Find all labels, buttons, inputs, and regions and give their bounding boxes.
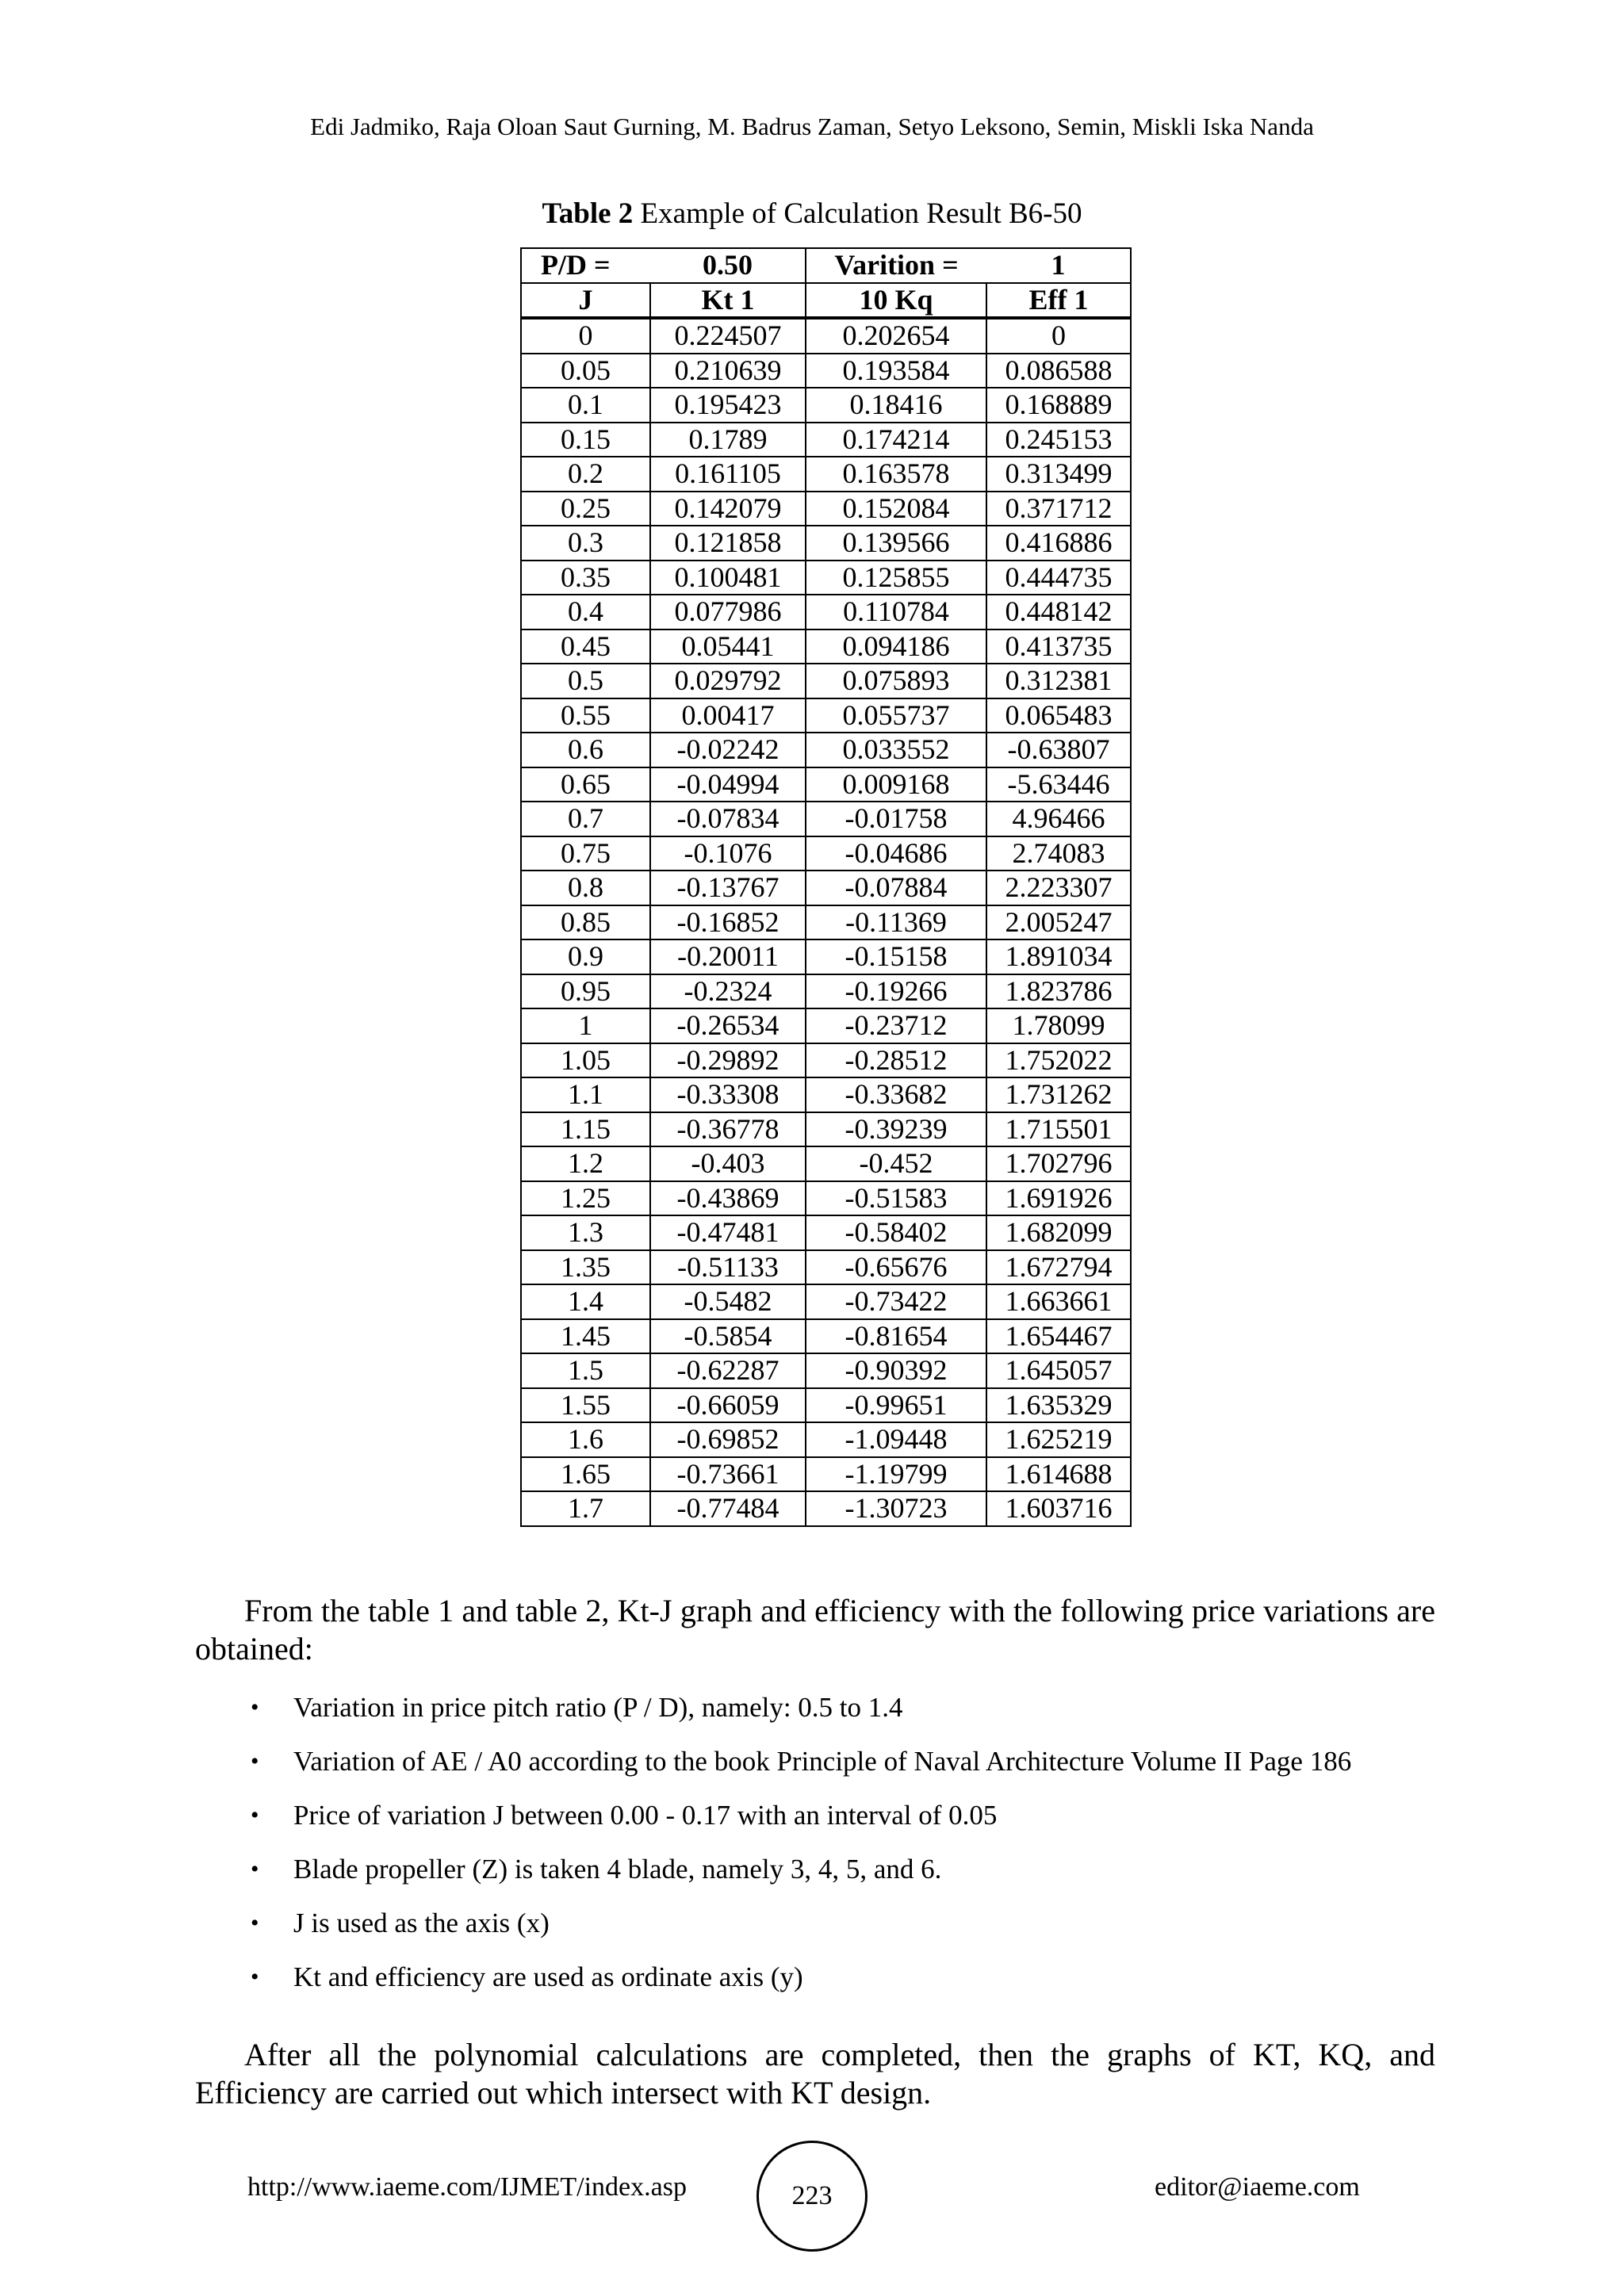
table-row: [521, 492, 1131, 526]
table-cell: -0.77484: [650, 1491, 806, 1526]
table-cell: 0.174214: [806, 423, 986, 457]
table-cell: 1.645057: [986, 1353, 1131, 1388]
table-cell: 1.35: [521, 1250, 650, 1285]
table-cell: 1.1: [521, 1077, 650, 1112]
table-cell: -5.63446: [986, 767, 1131, 802]
table-cell: -0.11369: [806, 905, 986, 940]
col-header-eff1: Eff 1: [986, 283, 1131, 319]
table-cell: 0.152084: [806, 492, 986, 526]
table-cell: 0.1: [521, 388, 650, 423]
bullet-text: Kt and efficiency are used as ordinate axis (y): [293, 1961, 803, 1992]
table-cell: 0.9: [521, 939, 650, 974]
table-row: [521, 1146, 1131, 1181]
table-cell: 1.2: [521, 1146, 650, 1181]
table-cell: 1.65: [521, 1457, 650, 1492]
table-cell: 0.5: [521, 664, 650, 698]
table-cell: 0.1789: [650, 423, 806, 457]
table-cell: 0.448142: [986, 595, 1131, 629]
table-row: [521, 802, 1131, 836]
table-cell: 0.163578: [806, 457, 986, 492]
table-cell: -0.81654: [806, 1319, 986, 1354]
table-cell: 1.6: [521, 1422, 650, 1457]
table-cell: -0.51583: [806, 1181, 986, 1216]
table-row: [521, 1077, 1131, 1112]
table-cell: -0.43869: [650, 1181, 806, 1216]
bullet-text: J is used as the axis (x): [293, 1908, 550, 1938]
table-cell: 1.05: [521, 1043, 650, 1078]
variation-bullet-list: [195, 1690, 1435, 2014]
pd-label: P/D =: [521, 248, 650, 283]
table-cell: -0.07834: [650, 802, 806, 836]
table-cell: 0.416886: [986, 526, 1131, 561]
table-cell: 1.691926: [986, 1181, 1131, 1216]
table-cell: 0.139566: [806, 526, 986, 561]
table-row: [521, 1181, 1131, 1216]
bullet-dot-icon: •: [251, 1694, 259, 1720]
table-cell: -0.403: [650, 1146, 806, 1181]
table-cell: 0.444735: [986, 561, 1131, 595]
table-cell: -0.20011: [650, 939, 806, 974]
table-cell: 0.312381: [986, 664, 1131, 698]
table-cell: 2.74083: [986, 836, 1131, 871]
table-cell: 0.094186: [806, 629, 986, 664]
bullet-text: Blade propeller (Z) is taken 4 blade, namely 3, 4, 5, and 6.: [293, 1854, 942, 1885]
bullet-dot-icon: •: [251, 1802, 259, 1828]
table-row: [521, 1250, 1131, 1285]
table-cell: 1.823786: [986, 974, 1131, 1009]
table-row: [521, 871, 1131, 905]
bullet-text: Variation of AE / A0 according to the book Principle of Naval Architecture Volume II Page 186: [293, 1746, 1352, 1777]
table-cell: -0.73661: [650, 1457, 806, 1492]
table-cell: 0.7: [521, 802, 650, 836]
table-cell: 0.05: [521, 354, 650, 388]
pd-value: 0.50: [650, 248, 806, 283]
table-cell: 0.35: [521, 561, 650, 595]
table-cell: -0.16852: [650, 905, 806, 940]
table-cell: 0.45: [521, 629, 650, 664]
table-cell: 0.142079: [650, 492, 806, 526]
table-cell: 1.5: [521, 1353, 650, 1388]
table-cell: -0.5854: [650, 1319, 806, 1354]
table-cell: -0.452: [806, 1146, 986, 1181]
table-row: [521, 664, 1131, 698]
table-cell: 0.077986: [650, 595, 806, 629]
table-row: [521, 561, 1131, 595]
table-cell: 1.682099: [986, 1215, 1131, 1250]
table-row: [521, 905, 1131, 940]
table-cell: -0.33682: [806, 1077, 986, 1112]
variation-value: 1: [986, 248, 1131, 283]
table-cell: -0.36778: [650, 1112, 806, 1147]
table-cell: -0.07884: [806, 871, 986, 905]
bullet-item: [195, 1906, 1435, 1941]
table-cell: 0.224507: [650, 318, 806, 354]
table-cell: -0.26534: [650, 1008, 806, 1043]
table-cell: 1.654467: [986, 1319, 1131, 1354]
table-row: [521, 318, 1131, 354]
table-cell: -0.29892: [650, 1043, 806, 1078]
table-cell: -0.73422: [806, 1284, 986, 1319]
table-cell: -0.04994: [650, 767, 806, 802]
bullet-item: [195, 1852, 1435, 1887]
table-cell: -0.66059: [650, 1388, 806, 1423]
table-cell: 0.065483: [986, 698, 1131, 733]
table-cell: -0.69852: [650, 1422, 806, 1457]
table-cell: 0.055737: [806, 698, 986, 733]
table-cell: 1.663661: [986, 1284, 1131, 1319]
table-row: [521, 1457, 1131, 1492]
table-cell: 1.25: [521, 1181, 650, 1216]
table-cell: 1.78099: [986, 1008, 1131, 1043]
table-cell: 0.371712: [986, 492, 1131, 526]
table-cell: 0.029792: [650, 664, 806, 698]
table-cell: 0.413735: [986, 629, 1131, 664]
table-row: [521, 767, 1131, 802]
table-cell: 1.672794: [986, 1250, 1131, 1285]
table-cell: -0.19266: [806, 974, 986, 1009]
table-cell: 1: [521, 1008, 650, 1043]
table-cell: 0.075893: [806, 664, 986, 698]
table-cell: 0.110784: [806, 595, 986, 629]
table-cell: -1.09448: [806, 1422, 986, 1457]
table-row: [521, 1112, 1131, 1147]
table-row: [521, 939, 1131, 974]
table-cell: 1.614688: [986, 1457, 1131, 1492]
col-header-j: J: [521, 283, 650, 319]
table-cell: 0.100481: [650, 561, 806, 595]
table-cell: -1.30723: [806, 1491, 986, 1526]
col-header-kt1: Kt 1: [650, 283, 806, 319]
table-cell: -0.63807: [986, 733, 1131, 767]
table-cell: -1.19799: [806, 1457, 986, 1492]
bullet-item: [195, 1744, 1435, 1779]
table-row: [521, 595, 1131, 629]
table-row: [521, 526, 1131, 561]
table-cell: 1.3: [521, 1215, 650, 1250]
table-cell: 0.033552: [806, 733, 986, 767]
table-row: [521, 457, 1131, 492]
table-cell: 0.55: [521, 698, 650, 733]
table-cell: 1.55: [521, 1388, 650, 1423]
table-cell: 0.05441: [650, 629, 806, 664]
calculation-table: [520, 247, 1132, 1527]
bullet-text: Price of variation J between 0.00 - 0.17 with an interval of 0.05: [293, 1800, 998, 1831]
table-header-row: [521, 283, 1131, 319]
table-cell: 1.731262: [986, 1077, 1131, 1112]
table-cell: -0.02242: [650, 733, 806, 767]
table-cell: -0.01758: [806, 802, 986, 836]
table-cell: 0.65: [521, 767, 650, 802]
table-cell: 0.125855: [806, 561, 986, 595]
table-cell: -0.33308: [650, 1077, 806, 1112]
table-cell: 0: [521, 318, 650, 354]
table-cell: 1.752022: [986, 1043, 1131, 1078]
table-cell: 1.635329: [986, 1388, 1131, 1423]
table-cell: 0.95: [521, 974, 650, 1009]
table-row: [521, 836, 1131, 871]
table-row: [521, 423, 1131, 457]
table-cell: 0.168889: [986, 388, 1131, 423]
table-cell: 0.313499: [986, 457, 1131, 492]
table-cell: 0.3: [521, 526, 650, 561]
table-cell: 1.7: [521, 1491, 650, 1526]
table-row: [521, 354, 1131, 388]
table-cell: 0: [986, 318, 1131, 354]
table-row: [521, 1491, 1131, 1526]
table-cell: 1.891034: [986, 939, 1131, 974]
table-row: [521, 1008, 1131, 1043]
table-cell: 1.45: [521, 1319, 650, 1354]
table-cell: 1.15: [521, 1112, 650, 1147]
table-caption: [0, 197, 1624, 231]
table-cell: -0.90392: [806, 1353, 986, 1388]
table-cell: 0.202654: [806, 318, 986, 354]
table-cell: 0.18416: [806, 388, 986, 423]
table-cell: -0.51133: [650, 1250, 806, 1285]
footer-email[interactable]: editor@iaeme.com: [1155, 2172, 1360, 2202]
table-cell: 0.00417: [650, 698, 806, 733]
table-cell: -0.39239: [806, 1112, 986, 1147]
table-row: [521, 1422, 1131, 1457]
table-cell: 0.8: [521, 871, 650, 905]
bullet-item: [195, 1690, 1435, 1725]
table-cell: -0.04686: [806, 836, 986, 871]
table-cell: 0.75: [521, 836, 650, 871]
table-cell: 0.2: [521, 457, 650, 492]
table-cell: -0.1076: [650, 836, 806, 871]
table-cell: 0.121858: [650, 526, 806, 561]
table-cell: -0.23712: [806, 1008, 986, 1043]
bullet-text: Variation in price pitch ratio (P / D), namely: 0.5 to 1.4: [293, 1692, 903, 1723]
table-cell: 0.15: [521, 423, 650, 457]
table-cell: 0.161105: [650, 457, 806, 492]
table-cell: 1.715501: [986, 1112, 1131, 1147]
variation-label: Varition =: [806, 248, 986, 283]
table-cell: 1.625219: [986, 1422, 1131, 1457]
table-cell: 0.195423: [650, 388, 806, 423]
paragraph-conclusion: After all the polynomial calculations are completed, then the graphs of KT, KQ, and Efficiency are carried out which intersect with KT design.: [195, 2037, 1435, 2110]
running-header: Edi Jadmiko, Raja Oloan Saut Gurning, M. Badrus Zaman, Setyo Leksono, Semin, Miskli Iska Nanda: [310, 113, 1314, 140]
table-cell: 1.702796: [986, 1146, 1131, 1181]
table-cell: 2.223307: [986, 871, 1131, 905]
table-cell: 0.245153: [986, 423, 1131, 457]
table-cell: 0.6: [521, 733, 650, 767]
table-caption-label: Table 2: [542, 197, 634, 230]
table-cell: -0.47481: [650, 1215, 806, 1250]
table-cell: 0.009168: [806, 767, 986, 802]
paragraph-intro: From the table 1 and table 2, Kt-J graph and efficiency with the following price variations are obtained:: [195, 1593, 1435, 1667]
table-cell: -0.58402: [806, 1215, 986, 1250]
table-row: [521, 1388, 1131, 1423]
table-cell: 0.193584: [806, 354, 986, 388]
table-cell: 0.85: [521, 905, 650, 940]
table-cell: -0.28512: [806, 1043, 986, 1078]
table-cell: -0.13767: [650, 871, 806, 905]
table-cell: -0.65676: [806, 1250, 986, 1285]
table-cell: 0.4: [521, 595, 650, 629]
table-cell: 0.086588: [986, 354, 1131, 388]
table-row: [521, 733, 1131, 767]
table-cell: 1.603716: [986, 1491, 1131, 1526]
bullet-dot-icon: •: [251, 1964, 259, 1990]
table-row: [521, 698, 1131, 733]
page-number: 223: [756, 2141, 868, 2252]
footer-url[interactable]: http://www.iaeme.com/IJMET/index.asp: [247, 2172, 687, 2202]
table-cell: 4.96466: [986, 802, 1131, 836]
table-cell: 0.25: [521, 492, 650, 526]
table-caption-text: Example of Calculation Result B6-50: [633, 197, 1082, 230]
bullet-dot-icon: •: [251, 1856, 259, 1882]
table-cell: -0.99651: [806, 1388, 986, 1423]
table-row: [521, 1215, 1131, 1250]
table-row: [521, 1319, 1131, 1354]
table-row: [521, 388, 1131, 423]
table-row: [521, 1284, 1131, 1319]
table-cell: -0.5482: [650, 1284, 806, 1319]
table-row: [521, 974, 1131, 1009]
table-cell: -0.2324: [650, 974, 806, 1009]
table-parameter-row: [521, 248, 1131, 283]
table-cell: -0.62287: [650, 1353, 806, 1388]
table-row: [521, 1353, 1131, 1388]
bullet-item: [195, 1798, 1435, 1833]
table-cell: -0.15158: [806, 939, 986, 974]
table-row: [521, 629, 1131, 664]
table-cell: 2.005247: [986, 905, 1131, 940]
table-cell: 1.4: [521, 1284, 650, 1319]
table-row: [521, 1043, 1131, 1078]
table-cell: 0.210639: [650, 354, 806, 388]
bullet-dot-icon: •: [251, 1748, 259, 1774]
col-header-10kq: 10 Kq: [806, 283, 986, 319]
bullet-item: [195, 1960, 1435, 1995]
bullet-dot-icon: •: [251, 1910, 259, 1936]
